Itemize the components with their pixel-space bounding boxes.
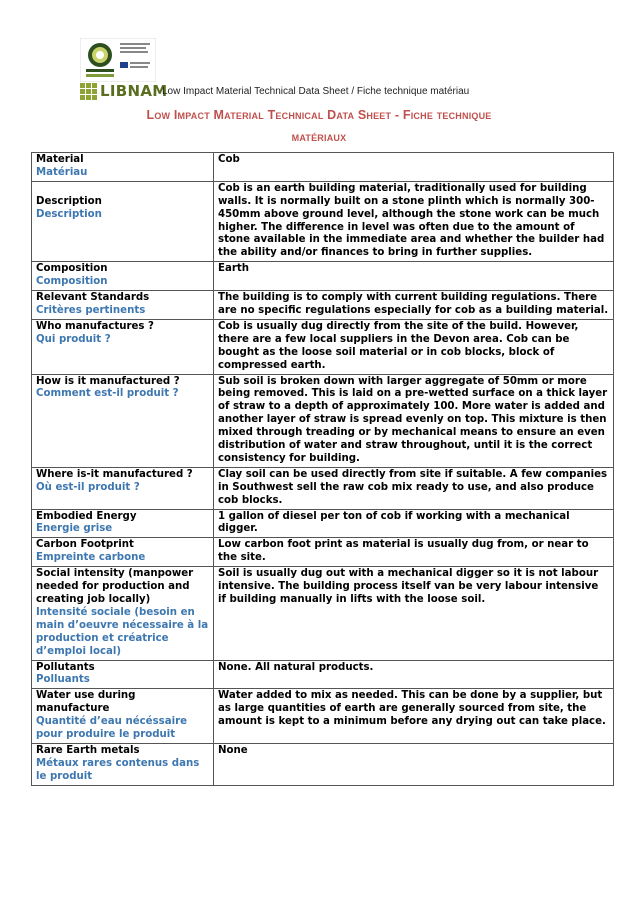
label-english: Composition [36, 263, 108, 275]
row-value-cell: None [214, 743, 614, 785]
label-english: Relevant Standards [36, 292, 150, 304]
table-row [32, 291, 614, 320]
label-english: Description [36, 195, 102, 207]
libnam-squares-icon [80, 83, 97, 100]
label-french: Quantité d’eau nécéssaire pour produire le produit [36, 716, 188, 741]
table-row [32, 509, 614, 538]
title-line-2: matériaux [291, 130, 347, 144]
row-label-cell [32, 181, 214, 261]
libnam-org-name: LIBNAM [100, 82, 168, 100]
table-row [32, 181, 614, 261]
row-value-cell: Cob [214, 153, 614, 182]
row-label-cell [32, 538, 214, 567]
row-label-cell [32, 509, 214, 538]
document-title [100, 104, 538, 148]
row-value-cell: Sub soil is broken down with larger aggregate of 50mm or more being removed. This is laid on a pre-wetted surface on a thick layer of straw to a depth of approximately 100. More water is added and another layer of straw is spread evenly on top. This mixture is then mixed through treading or by mechanical means to ensure an even distribution of water and straw throughout, until it is the correct consistency for building. [214, 374, 614, 467]
row-label-cell [32, 467, 214, 509]
table-row [32, 262, 614, 291]
table-row [32, 467, 614, 509]
row-label-cell [32, 374, 214, 467]
row-label-cell [32, 743, 214, 785]
label-french: Qui produit ? [36, 333, 111, 345]
label-french: Métaux rares contenus dans le produit [36, 757, 200, 782]
row-label-cell [32, 153, 214, 182]
label-french: Critères pertinents [36, 304, 146, 316]
interreg-logo-icon [80, 38, 156, 82]
table-row [32, 538, 614, 567]
row-label-cell [32, 660, 214, 689]
row-value-cell: Clay soil can be used directly from site if suitable. A few companies in Southwest sell the raw cob mix ready to use, and also produce cob blocks. [214, 467, 614, 509]
label-english: How is it manufactured ? [36, 375, 180, 387]
row-label-cell [32, 567, 214, 660]
libnam-logo [80, 82, 167, 100]
label-english: Embodied Energy [36, 510, 137, 522]
partner-logos [80, 38, 156, 82]
table-row [32, 743, 614, 785]
table-row [32, 660, 614, 689]
label-english: Carbon Footprint [36, 539, 134, 551]
label-english: Rare Earth metals [36, 744, 140, 756]
row-value-cell: Cob is usually dug directly from the site of the build. However, there are a few local suppliers in the Devon area. Cob can be bought as the loose soil material or in cob blocks, block of compressed earth. [214, 319, 614, 374]
label-english: Pollutants [36, 661, 95, 673]
material-data-table [31, 152, 614, 786]
row-value-cell: None. All natural products. [214, 660, 614, 689]
table-row [32, 374, 614, 467]
label-french: Intensité sociale (besoin en main d’oeuvre nécessaire à la production et créatrice d’emploi local) [36, 606, 209, 657]
label-english: Material [36, 154, 84, 165]
table-row [32, 567, 614, 660]
title-line-1: Low Impact Material Technical Data Sheet - Fiche technique [146, 108, 492, 122]
label-english: Who manufactures ? [36, 320, 154, 332]
label-french: Empreinte carbone [36, 552, 146, 564]
row-value-cell: Soil is usually dug out with a mechanical digger so it is not labour intensive. The building process itself van be very labour intensive if building manually in lifts with the loose soil. [214, 567, 614, 660]
table-row [32, 153, 614, 182]
table-row [32, 689, 614, 744]
row-value-cell: Earth [214, 262, 614, 291]
row-label-cell [32, 689, 214, 744]
label-french: Energie grise [36, 523, 113, 535]
label-french: Matériau [36, 166, 88, 178]
label-french: Composition [36, 276, 108, 288]
label-french: Description [36, 208, 102, 220]
row-value-cell: The building is to comply with current building regulations. There are no specific regulations especially for cob as a building material. [214, 291, 614, 320]
row-label-cell [32, 291, 214, 320]
table-row [32, 319, 614, 374]
label-english: Water use during manufacture [36, 690, 136, 715]
label-french: Où est-il produit ? [36, 481, 140, 493]
row-value-cell: Low carbon foot print as material is usually dug from, or near to the site. [214, 538, 614, 567]
row-value-cell: Cob is an earth building material, traditionally used for building walls. It is normally built on a stone plinth which is normally 300-450mm above ground level, although the stone work can be much higher. The difference in level was often due to the amount of stone available in the immediate area and whether the builder had the ability and/or finances to bring in further supplies. [214, 181, 614, 261]
label-french: Polluants [36, 674, 90, 686]
row-label-cell [32, 319, 214, 374]
row-value-cell: Water added to mix as needed. This can be done by a supplier, but as large quantities of earth are generally sourced from site, the amount is kept to a minimum before any drying out can take place. [214, 689, 614, 744]
row-value-cell: 1 gallon of diesel per ton of cob if working with a mechanical digger. [214, 509, 614, 538]
label-french: Comment est-il produit ? [36, 388, 179, 400]
row-label-cell [32, 262, 214, 291]
label-english: Social intensity (manpower needed for production and creating job locally) [36, 568, 194, 605]
running-header: Low Impact Material Technical Data Sheet / Fiche technique matériau [162, 86, 470, 97]
label-english: Where is-it manufactured ? [36, 468, 193, 480]
